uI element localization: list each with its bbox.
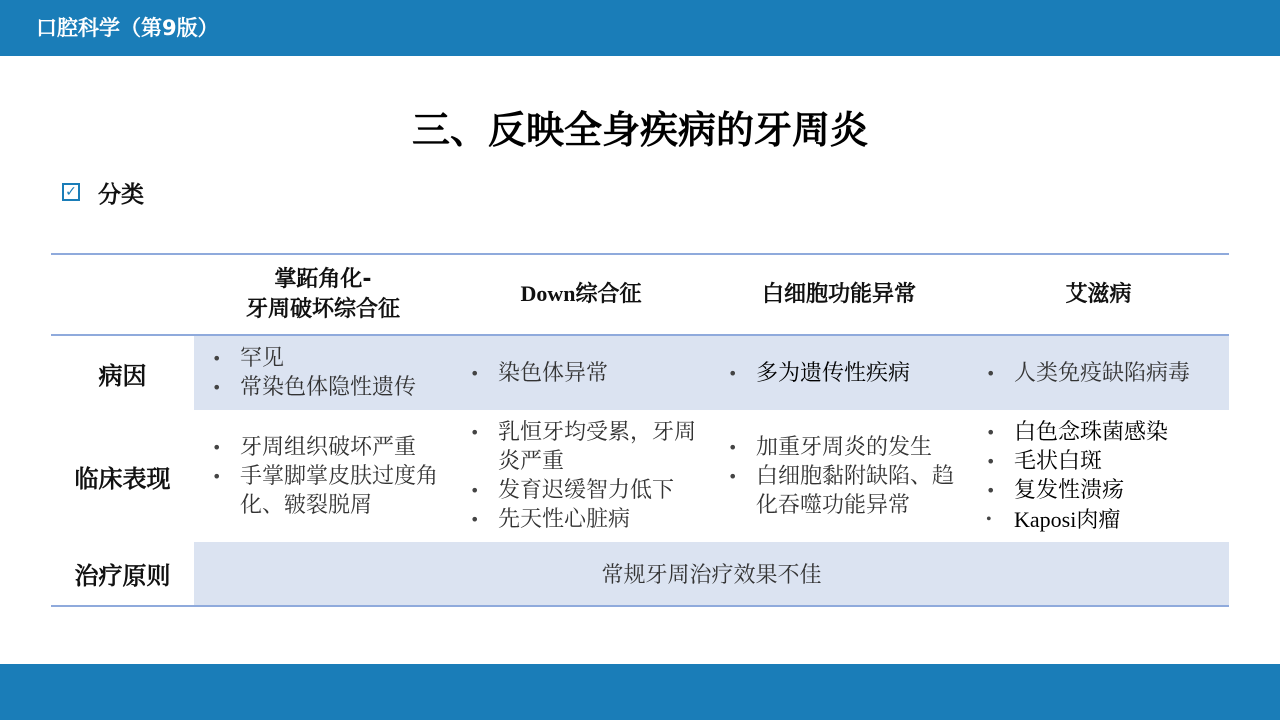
row-label: 临床表现 xyxy=(51,410,194,542)
table-cell xyxy=(194,410,452,542)
table-cell xyxy=(452,335,710,410)
list-item: • Kaposi肉瘤 xyxy=(986,505,1229,534)
table-row-cause xyxy=(51,335,1229,410)
list-item: • 人类免疫缺陷病毒 xyxy=(986,359,1229,388)
list-item: • 多为遗传性疾病 xyxy=(728,359,968,388)
row-label: 病因 xyxy=(51,335,194,410)
header-corner xyxy=(51,254,194,335)
table-row-treatment xyxy=(51,542,1229,606)
list-item: • 复发性溃疡 xyxy=(986,476,1229,505)
table-cell xyxy=(710,335,968,410)
column-header: 艾滋病 xyxy=(968,254,1229,335)
book-title: 口腔科学（第9版） xyxy=(36,16,219,40)
classification-table xyxy=(51,253,1229,607)
column-header: 白细胞功能异常 xyxy=(710,254,968,335)
list-item: • 白细胞黏附缺陷、趋化吞噬功能异常 xyxy=(728,462,968,520)
table-cell xyxy=(968,410,1229,542)
slide-title: 三、反映全身疾病的牙周炎 xyxy=(411,108,868,152)
top-banner xyxy=(0,0,1280,56)
table-cell xyxy=(710,410,968,542)
column-header-rest: 综合征 xyxy=(575,282,642,307)
merged-cell: 常规牙周治疗效果不佳 xyxy=(194,542,1229,606)
column-header-latin: Down xyxy=(520,281,576,306)
column-header-line: 牙周破坏综合征 xyxy=(245,296,400,322)
section-label: 分类 xyxy=(98,181,144,208)
table-header-row xyxy=(51,254,1229,335)
list-item: • 罕见 xyxy=(212,344,452,373)
row-label: 治疗原则 xyxy=(51,542,194,606)
section-heading xyxy=(62,176,144,208)
bottom-banner xyxy=(0,664,1280,720)
list-item: • 染色体异常 xyxy=(470,359,710,388)
list-item: • 先天性心脏病 xyxy=(470,505,710,534)
column-header xyxy=(452,254,710,335)
table-cell xyxy=(452,410,710,542)
list-item: • 牙周组织破坏严重 xyxy=(212,433,452,462)
table-row-clinical xyxy=(51,410,1229,542)
list-item: • 手掌脚掌皮肤过度角化、皲裂脱屑 xyxy=(212,462,452,520)
list-item: • 白色念珠菌感染 xyxy=(986,418,1229,447)
list-item: • 乳恒牙均受累，牙周炎严重 xyxy=(470,418,710,476)
list-item: • 发育迟缓智力低下 xyxy=(470,476,710,505)
table-cell xyxy=(968,335,1229,410)
list-item: • 常染色体隐性遗传 xyxy=(212,373,452,402)
list-item: • 毛状白斑 xyxy=(986,447,1229,476)
column-header xyxy=(194,254,452,335)
table-cell xyxy=(194,335,452,410)
column-header-line: 掌跖角化- xyxy=(274,266,372,292)
list-item: • 加重牙周炎的发生 xyxy=(728,433,968,462)
checkbox-icon: ✓ xyxy=(62,183,80,201)
